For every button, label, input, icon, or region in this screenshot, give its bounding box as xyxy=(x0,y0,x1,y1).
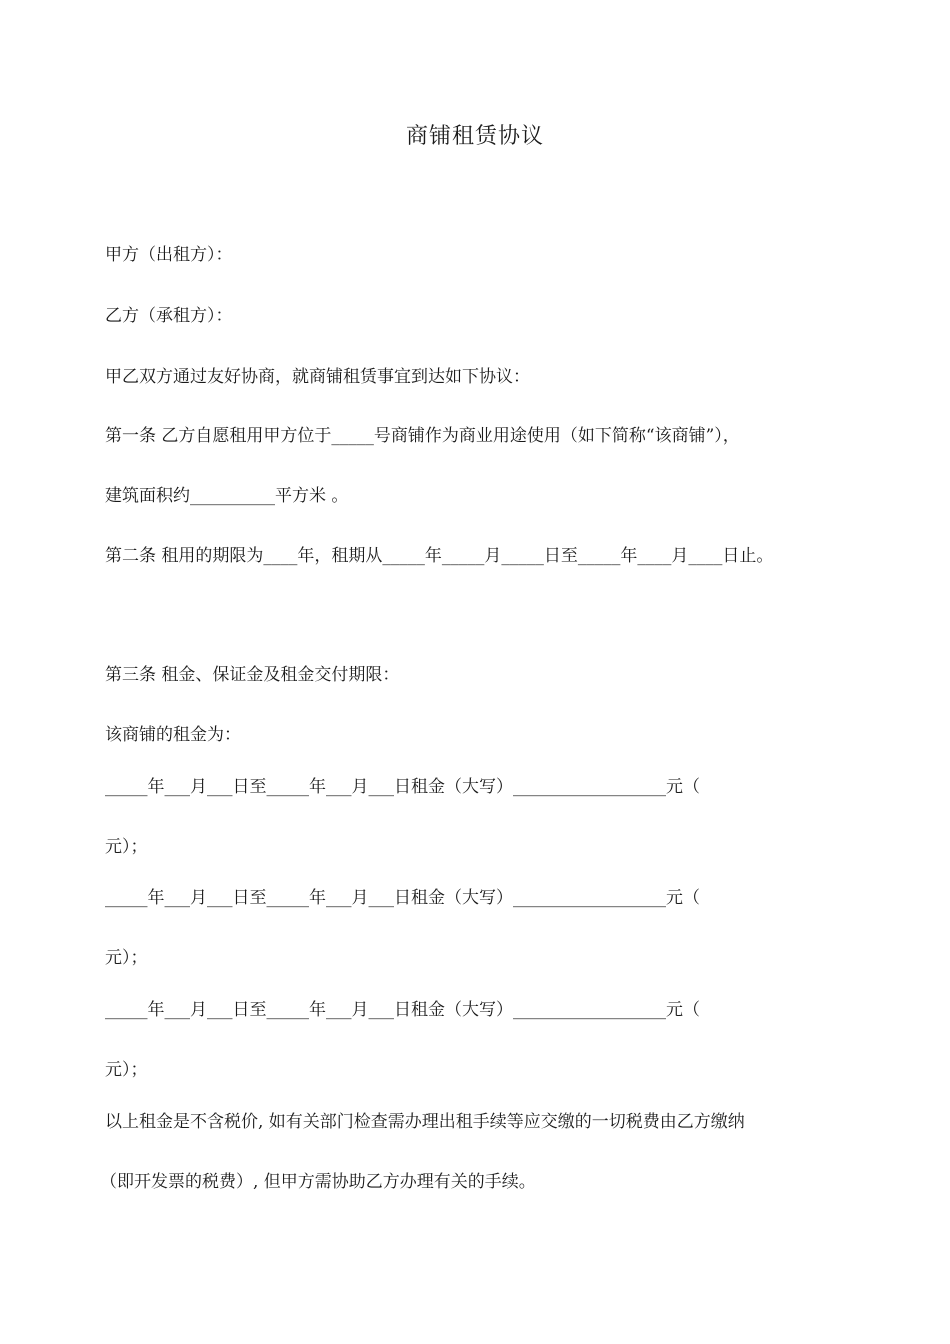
rent-intro: 该商铺的租金为： xyxy=(105,725,241,745)
tax-note-line-2: （即开发票的税费）, 但甲方需协助乙方办理有关的手续。 xyxy=(100,1172,536,1192)
article-1-line-1: 第一条 乙方自愿租用甲方位于_____号商铺作为商业用途使用（如下简称“该商铺”）， xyxy=(105,426,740,446)
party-b-line: 乙方（承租方）： xyxy=(105,306,233,326)
article-3-heading: 第三条 租金、保证金及租金交付期限： xyxy=(105,665,400,685)
rent-period-2: _____年___月___日至_____年___月___日租金（大写）__________________元（ xyxy=(105,888,700,908)
rent-period-3-amount: 元）； xyxy=(105,1060,148,1080)
document-title: 商铺租赁协议 xyxy=(405,124,544,149)
rent-period-2-amount: 元）； xyxy=(105,948,148,968)
rent-period-3: _____年___月___日至_____年___月___日租金（大写）__________________元（ xyxy=(105,1000,700,1020)
article-1-line-2: 建筑面积约__________平方米 。 xyxy=(105,486,349,506)
rent-period-1-amount: 元）； xyxy=(105,837,148,857)
agreement-intro: 甲乙双方通过友好协商，就商铺租赁事宜到达如下协议： xyxy=(105,367,530,387)
article-2-line: 第二条 租用的期限为____年，租期从_____年_____月_____日至_____年____月____日止。 xyxy=(105,546,774,566)
tax-note-line-1: 以上租金是不含税价, 如有关部门检查需办理出租手续等应交缴的一切税费由乙方缴纳 xyxy=(105,1112,745,1132)
rent-period-1: _____年___月___日至_____年___月___日租金（大写）__________________元（ xyxy=(105,777,700,797)
party-a-line: 甲方（出租方）： xyxy=(105,245,233,265)
